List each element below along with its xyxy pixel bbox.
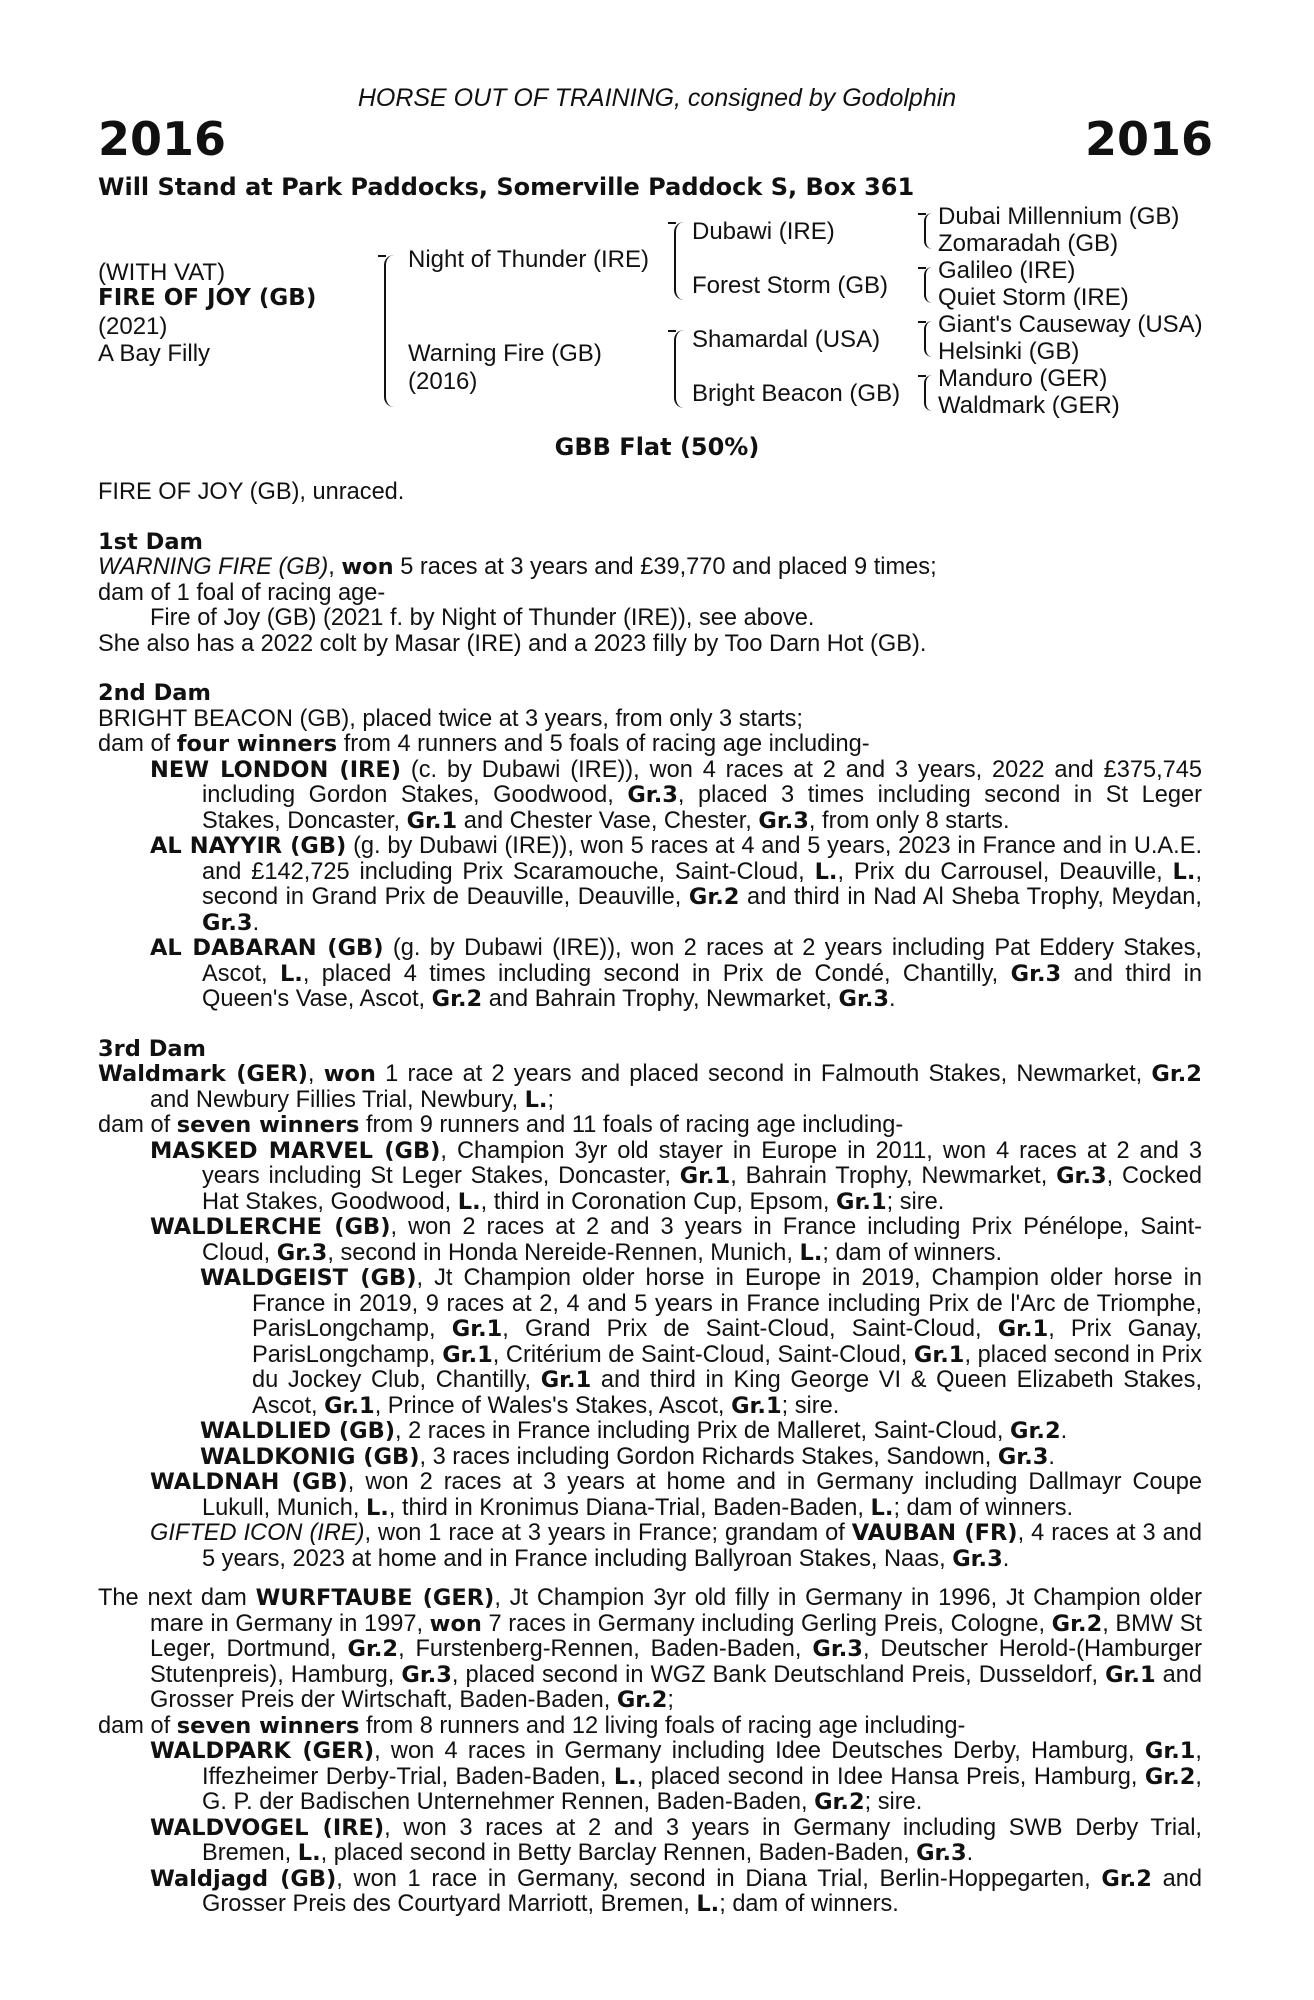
- pedigree-brace: [384, 255, 394, 407]
- produce-entry-new-london: [98, 758, 1202, 835]
- winners-count: seven winners: [176, 1712, 360, 1739]
- text-run: , third in Kronimus Diana-Trial, Baden-Baden,: [388, 1494, 871, 1521]
- pedigree-brace: [924, 321, 932, 357]
- second-dam-record: BRIGHT BEACON (GB), placed twice at 3 years, from only 3 starts;: [98, 705, 803, 732]
- text-run: , Bahrain Trophy, Newmarket,: [730, 1163, 1057, 1189]
- first-dam-record: WARNING FIRE (GB), won 5 races at 3 years and £39,770 and placed 9 times;: [98, 554, 937, 580]
- grade: Gr.2: [1101, 1865, 1152, 1892]
- grade: Gr.3: [627, 782, 678, 808]
- grade: L.: [279, 960, 303, 987]
- grade: Gr.1: [1105, 1661, 1156, 1688]
- consignor-line: HORSE OUT OF TRAINING, consigned by Godolphin: [357, 84, 957, 112]
- text-run: ;: [547, 1086, 555, 1113]
- horse-name: MASKED MARVEL (GB): [150, 1137, 441, 1164]
- horse-name: WALDLERCHE (GB): [150, 1214, 391, 1240]
- text-run: , second in Honda Nereide-Rennen, Munich,: [327, 1239, 800, 1266]
- horse-description: A Bay Filly: [98, 340, 211, 367]
- grade: Gr.2: [616, 1687, 668, 1713]
- unraced-line: FIRE OF JOY (GB), unraced.: [98, 479, 405, 505]
- grade: Gr.1: [731, 1392, 782, 1419]
- text-run: , 2 races in France including Prix de Malleret, Saint-Cloud,: [395, 1418, 1011, 1444]
- text-run: (g. by Dubawi (IRE)), won 2 races at 2 years including Pat Eddery Stakes, Ascot,: [202, 935, 1202, 987]
- grade: L.: [799, 1239, 823, 1266]
- first-dam-produce-item: Fire of Joy (GB) (2021 f. by Night of Thunder (IRE)), see above.: [150, 605, 815, 631]
- grade: L.: [365, 1494, 389, 1521]
- text-run: , placed 3 times including second in St Leger Stakes, Doncaster,: [202, 782, 1202, 834]
- grade: Gr.3: [812, 1636, 863, 1662]
- text-run: and Grosser Preis des Courtyard Marriott, Bremen,: [202, 1865, 1202, 1917]
- text-run: dam of: [98, 731, 177, 757]
- text-run: 7 races in Germany including Gerling Preis, Cologne,: [481, 1610, 1052, 1637]
- pedigree-brace: [674, 222, 684, 300]
- first-dam-heading: 1st Dam: [98, 528, 203, 555]
- grade: Gr.3: [276, 1239, 328, 1266]
- produce-entry-waldkonig: [98, 1445, 1202, 1471]
- produce-entry-waldnah: [98, 1470, 1202, 1521]
- text-run: , 3 races including Gordon Richards Stakes, Sandown,: [419, 1443, 998, 1470]
- grade: Gr.3: [758, 807, 809, 834]
- second-dam-produce-intro: [98, 732, 1202, 758]
- text-run: .: [889, 986, 896, 1012]
- grade: Gr.3: [916, 1840, 967, 1866]
- horse-name: WALDNAH (GB): [150, 1469, 348, 1495]
- text-run: , Grand Prix de Saint-Cloud, Saint-Cloud,: [502, 1316, 998, 1342]
- pedigree-g4-6: Helsinki (GB): [938, 338, 1080, 365]
- text-run: , placed second in Betty Barclay Rennen, Baden-Baden,: [320, 1840, 917, 1866]
- grade: Gr.1: [1144, 1738, 1196, 1764]
- pedigree-dam-dam: Bright Beacon (GB): [692, 380, 901, 407]
- horse-name: FIRE OF JOY (GB): [98, 285, 317, 311]
- horse-name: Waldmark (GER): [98, 1061, 308, 1087]
- horse-name: WALDPARK (GER): [150, 1738, 375, 1764]
- second-dam-heading: 2nd Dam: [98, 680, 211, 706]
- winners-count: seven winners: [176, 1112, 360, 1138]
- next-dam-produce-intro: [98, 1714, 1202, 1740]
- year-right: 2016: [1085, 112, 1214, 166]
- text-run: dam of: [98, 1712, 177, 1739]
- grade: Gr.3: [202, 909, 253, 936]
- pedigree-sire-dam: Forest Storm (GB): [692, 272, 889, 299]
- grade: Gr.3: [838, 986, 890, 1012]
- third-dam-produce-intro: [98, 1113, 1202, 1139]
- grade: L.: [457, 1188, 481, 1215]
- text-run: and Newbury Fillies Trial, Newbury,: [150, 1086, 525, 1113]
- horse-name: WALDGEIST (GB): [200, 1265, 417, 1291]
- text-run: ; dam of winners.: [822, 1239, 1003, 1266]
- grade: Gr.1: [451, 1316, 503, 1342]
- text-run: , second in Grand Prix de Deauville, Deauville,: [202, 858, 1202, 910]
- text-run: , placed second in Idee Hansa Preis, Hamburg,: [636, 1763, 1145, 1790]
- text-run: .: [1002, 1545, 1010, 1572]
- produce-entry-waldgeist: [98, 1266, 1202, 1419]
- text-run: (g. by Dubawi (IRE)), won 5 races at 4 and 5 years, 2023 in France and in U.A.E. and £142,725 including Prix Scaramouche, Saint-Cloud,: [202, 833, 1202, 885]
- text-run: from 9 runners and 11 foals of racing age including-: [359, 1112, 904, 1138]
- text-run: ; dam of winners.: [893, 1494, 1074, 1521]
- text-run: , won 1 race in Germany, second in Diana Trial, Berlin-Hoppegarten,: [336, 1865, 1102, 1892]
- text-run: , from only 8 starts.: [808, 807, 1010, 834]
- grade: Gr.3: [401, 1661, 452, 1688]
- text-run: .: [966, 1840, 974, 1866]
- pedigree-brace: [924, 267, 932, 303]
- text-run: , won 1 race at 3 years in France; grandam of: [364, 1520, 852, 1546]
- text-run: dam of: [98, 1112, 177, 1138]
- third-dam-heading: 3rd Dam: [98, 1035, 206, 1062]
- horse-name: NEW LONDON (IRE): [150, 756, 402, 783]
- pedigree-dam-sire: Shamardal (USA): [692, 326, 881, 353]
- grade: Gr.3: [1010, 960, 1062, 987]
- produce-entry-al-dabaran: [98, 936, 1202, 1013]
- produce-entry-waldvogel: [98, 1816, 1202, 1867]
- text-run: ; sire.: [886, 1188, 945, 1215]
- text-run: .: [252, 909, 260, 936]
- horse-name: VAUBAN (FR): [851, 1520, 1018, 1546]
- grade: Gr.2: [814, 1789, 865, 1815]
- text-run: , Jt Champion 3yr old filly in Germany in 1996, Jt Champion older mare in Germany in 1997,: [150, 1585, 1202, 1637]
- pedigree-brace: [924, 375, 932, 411]
- rating-label: GBB Flat (50%): [554, 433, 760, 461]
- horse-name: GIFTED ICON (IRE): [150, 1520, 365, 1546]
- produce-entry-waldpark: [98, 1739, 1202, 1816]
- text-run: ;: [667, 1687, 674, 1713]
- pedigree-g4-2: Zomaradah (GB): [938, 230, 1119, 257]
- text-run: , Deutscher Herold-(Hamburger Stutenpreis), Hamburg,: [150, 1636, 1202, 1688]
- pedigree-dam-year: (2016): [408, 368, 478, 395]
- text-run: (c. by Dubawi (IRE)), won 4 races at 2 and 3 years, 2022 and £375,745 including Gordon Stakes, Goodwood,: [202, 756, 1202, 808]
- text-run: from 8 runners and 12 living foals of racing age including-: [359, 1712, 966, 1739]
- text-run: , Iffezheimer Derby-Trial, Baden-Baden,: [202, 1738, 1202, 1790]
- vat-note: (WITH VAT): [98, 259, 226, 286]
- catalogue-body: [98, 480, 1202, 1918]
- text-run: .: [1060, 1418, 1068, 1444]
- grade: L.: [297, 1840, 321, 1866]
- pedigree-sire: Night of Thunder (IRE): [408, 246, 649, 273]
- dam-name: WARNING FIRE (GB): [98, 554, 329, 580]
- text-run: , Champion 3yr old stayer in Europe in 2011, won 4 races at 2 and 3 years including St Leger Stakes, Doncaster,: [202, 1137, 1203, 1189]
- grade: L.: [870, 1494, 894, 1521]
- text-run: , Furstenberg-Rennen, Baden-Baden,: [398, 1636, 813, 1662]
- grade: Gr.3: [1056, 1163, 1107, 1189]
- text-run: and third in Nad Al Sheba Trophy, Meydan,: [739, 884, 1202, 910]
- text-run: , Prix Ganay, ParisLongchamp,: [252, 1316, 1202, 1368]
- produce-entry-waldjagd: [98, 1867, 1202, 1918]
- text-run: , won 2 races at 2 and 3 years in France including Prix Pénélope, Saint-Cloud,: [202, 1214, 1202, 1266]
- text-run: , G. P. der Badischen Unternehmer Rennen, Baden-Baden,: [202, 1763, 1202, 1815]
- pedigree-g4-4: Quiet Storm (IRE): [938, 284, 1129, 311]
- horse-name: AL NAYYIR (GB): [150, 833, 347, 859]
- grade: L.: [613, 1763, 637, 1790]
- text-run: , placed second in WGZ Bank Deutschland Preis, Dusseldorf,: [451, 1661, 1106, 1688]
- horse-name: AL DABARAN (GB): [150, 935, 384, 961]
- grade: Gr.2: [1051, 1610, 1103, 1637]
- grade: Gr.2: [347, 1636, 399, 1662]
- pedigree-brace: [674, 330, 684, 408]
- grade: Gr.2: [1010, 1418, 1061, 1444]
- grade: L.: [1172, 858, 1196, 885]
- pedigree-g4-8: Waldmark (GER): [938, 392, 1120, 419]
- produce-entry-al-nayyir: [98, 834, 1202, 936]
- text-run: and third in Queen's Vase, Ascot,: [202, 960, 1203, 1012]
- pedigree-g4-7: Manduro (GER): [938, 365, 1108, 392]
- grade: Gr.1: [997, 1316, 1049, 1342]
- text-run: , third in Coronation Cup, Epsom,: [480, 1188, 837, 1215]
- grade: Gr.1: [836, 1188, 887, 1215]
- text-run: , Jt Champion older horse in Europe in 2019, Champion older horse in France in 2019, 9 races at 2, 4 and 5 years in France including Prix de l'Arc de Triomphe, ParisLongchamp,: [252, 1265, 1203, 1342]
- horse-name: WALDVOGEL (IRE): [150, 1814, 385, 1841]
- grade: L.: [814, 858, 838, 885]
- grade: Gr.1: [679, 1163, 731, 1189]
- first-dam-later-produce: She also has a 2022 colt by Masar (IRE) and a 2023 filly by Too Darn Hot (GB).: [98, 630, 927, 657]
- text-run: and Chester Vase, Chester,: [457, 807, 759, 834]
- text-run: ; sire.: [864, 1789, 923, 1815]
- pedigree-sire-sire: Dubawi (IRE): [692, 218, 835, 245]
- text-run: .: [1048, 1443, 1055, 1470]
- text-run: and third in King George VI & Queen Elizabeth Stakes, Ascot,: [252, 1367, 1202, 1419]
- won-word: won: [323, 1061, 376, 1087]
- produce-entry-waldlerche: [98, 1215, 1202, 1266]
- grade: L.: [696, 1891, 720, 1917]
- text-run: ,: [307, 1061, 324, 1087]
- winners-count: four winners: [176, 731, 338, 757]
- third-dam-record: [98, 1062, 1202, 1113]
- grade: Gr.2: [431, 986, 483, 1012]
- first-dam-produce-intro: dam of 1 foal of racing age-: [98, 579, 386, 606]
- horse-name: WALDLIED (GB): [200, 1418, 396, 1444]
- grade: Gr.1: [442, 1341, 493, 1368]
- pedigree-dam: Warning Fire (GB): [408, 340, 602, 367]
- text-run: , placed 4 times including second in Prix de Condé, Chantilly,: [302, 960, 1011, 987]
- horse-name: WALDKONIG (GB): [200, 1443, 420, 1470]
- text-run: The next dam: [98, 1585, 256, 1611]
- text-run: , won 2 races at 3 years at home and in Germany including Dallmayr Coupe Lukull, Munich,: [202, 1469, 1202, 1521]
- year-left: 2016: [98, 112, 227, 166]
- won-word: won: [429, 1610, 482, 1637]
- grade: Gr.1: [913, 1341, 965, 1368]
- grade: Gr.3: [997, 1443, 1049, 1470]
- text-run: , 4 races at 3 and 5 years, 2023 at home and in France including Ballyroan Stakes, Naas,: [202, 1520, 1202, 1572]
- text-run: , placed second in Prix du Jockey Club, Chantilly,: [252, 1341, 1202, 1393]
- produce-entry-masked-marvel: [98, 1139, 1202, 1216]
- text-run: from 4 runners and 5 foals of racing age including-: [337, 731, 870, 757]
- text-run: 1 race at 2 years and placed second in Falmouth Stakes, Newmarket,: [375, 1061, 1152, 1087]
- text-run: , won 4 races in Germany including Idee Deutsches Derby, Hamburg,: [374, 1738, 1145, 1764]
- horse-name: Waldjagd (GB): [150, 1865, 337, 1892]
- text-run: , Critérium de Saint-Cloud, Saint-Cloud,: [492, 1341, 914, 1368]
- pedigree-g4-5: Giant's Causeway (USA): [938, 311, 1203, 338]
- grade: Gr.3: [952, 1545, 1003, 1572]
- pedigree-brace: [924, 213, 932, 249]
- text-run: , Prince of Wales's Stakes, Ascot,: [374, 1392, 732, 1419]
- grade: Gr.1: [406, 807, 458, 834]
- grade: Gr.2: [1151, 1061, 1202, 1087]
- produce-entry-waldlied: [98, 1419, 1202, 1445]
- text-run: and Bahrain Trophy, Newmarket,: [482, 986, 839, 1012]
- produce-entry-gifted-icon: [98, 1521, 1202, 1572]
- dam-record: 5 races at 3 years and £39,770 and placed 9 times;: [393, 554, 937, 580]
- grade: Gr.1: [324, 1392, 375, 1419]
- text-run: , Prix du Carrousel, Deauville,: [837, 858, 1173, 885]
- next-dam-record: [98, 1586, 1202, 1714]
- text-run: , BMW St Leger, Dortmund,: [150, 1610, 1202, 1662]
- horse-name: WURFTAUBE (GER): [255, 1585, 495, 1611]
- grade: Gr.2: [688, 884, 740, 910]
- pedigree-g4-1: Dubai Millennium (GB): [938, 203, 1180, 230]
- grade: Gr.1: [540, 1367, 592, 1393]
- grade: L.: [524, 1086, 548, 1113]
- text-run: ; dam of winners.: [719, 1891, 899, 1917]
- text-run: and Grosser Preis der Wirtschaft, Baden-Baden,: [150, 1661, 1202, 1713]
- horse-foaled: (2021): [98, 313, 168, 340]
- pedigree-g4-3: Galileo (IRE): [938, 257, 1076, 284]
- text-run: , Cocked Hat Stakes, Goodwood,: [202, 1163, 1203, 1215]
- won-word: won: [341, 554, 394, 580]
- grade: Gr.2: [1144, 1763, 1196, 1790]
- text-run: , won 3 races at 2 and 3 years in Germany including SWB Derby Trial, Bremen,: [202, 1814, 1202, 1866]
- stand-location: Will Stand at Park Paddocks, Somerville Paddock S, Box 361: [98, 173, 915, 201]
- text-run: ; sire.: [781, 1392, 840, 1419]
